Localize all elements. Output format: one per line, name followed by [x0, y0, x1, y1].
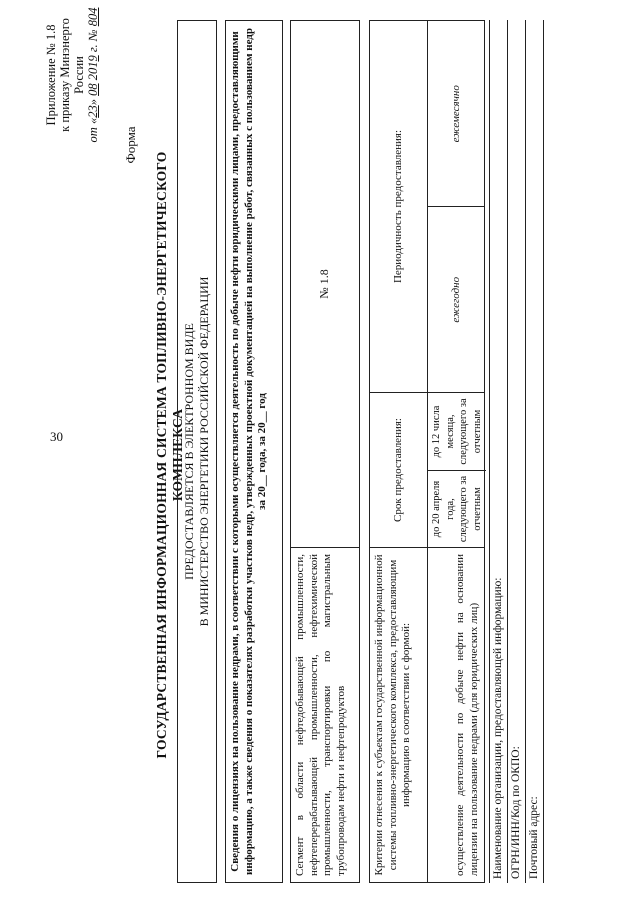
- page-number: 30: [50, 429, 63, 444]
- deadline-cells: [428, 392, 485, 547]
- system-title: ГОСУДАРСТВЕННАЯ ИНФОРМАЦИОННАЯ СИСТЕМА ТОПЛИВНО-ЭНЕРГЕТИЧЕСКОГО КОМПЛЕКСА: [154, 151, 185, 759]
- criteria-header: Критерии отнесения к субъектам государственной информационной системы топливно-энергетического комплекса, предоставляющим информацию в соответствии с формой:: [370, 547, 428, 882]
- segment-text: Сегмент в области нефтедобывающей промышленности, нефтеперерабатывающей промышленности, нефтехимической промышленности, транспортировки по магистральным трубопроводам нефти и нефтепродуктов: [291, 547, 359, 882]
- date-year-prefix: 201: [86, 61, 100, 81]
- period-header: Периодичность предоставления:: [370, 21, 428, 392]
- segment-table: [290, 20, 360, 883]
- period-annual: ежегодно: [428, 207, 485, 393]
- period-monthly: ежемесячно: [449, 85, 462, 143]
- electronic-line2: В МИНИСТЕРСТВО ЭНЕРГЕТИКИ РОССИЙСКОЙ ФЕДЕРАЦИИ: [197, 276, 211, 627]
- appendix-header: [44, 5, 100, 145]
- org-address-label: Почтовый адрес:: [528, 796, 540, 879]
- period-cells: [428, 21, 485, 392]
- order-number: 804: [86, 7, 100, 27]
- deadline-annual: до 20 апреля года, следующего за отчетным: [428, 470, 486, 547]
- electronic-notice: [177, 20, 217, 883]
- form-number: № 1.8: [317, 269, 332, 299]
- deadline-monthly: до 12 числа месяца, следующего за отчетным: [431, 398, 483, 465]
- criteria-table: [369, 20, 485, 883]
- org-name-row: [489, 20, 508, 883]
- date-month: 08: [86, 83, 100, 96]
- date-year-digit: 9: [86, 55, 100, 62]
- appendix-line2: к приказу Минэнерго России: [58, 18, 86, 132]
- deadline-header: Срок предоставления:: [370, 392, 428, 547]
- criterion-text: осуществление деятельности по добыче нефти на основании лицензии на пользование недрами (для юридических лиц): [428, 547, 485, 882]
- appendix-line1: Приложение № 1.8: [44, 24, 58, 126]
- report-title: Сведения о лицензиях на пользование недрами, в соответствии с которыми осуществляется деятельность по добыче нефти юридическими лицами, предоставляющими информацию, а также сведения о показателях разработки участков недр, утвержденных проектной документацией на выполнение работ, связанных с пользованием недр за 20__ года, за 20__ год: [225, 20, 283, 883]
- org-ogrn-row: [508, 20, 526, 883]
- date-day: 23: [86, 105, 100, 118]
- org-ogrn-label: ОГРН/ИНН/Код по ОКПО:: [510, 746, 522, 879]
- organization-table: [489, 20, 593, 883]
- appendix-date-line: [86, 5, 100, 145]
- date-prefix: от «: [86, 117, 100, 143]
- org-address-row: [526, 20, 544, 883]
- date-mid: »: [86, 99, 100, 106]
- electronic-line1: ПРЕДОСТАВЛЯЕТСЯ В ЭЛЕКТРОННОМ ВИДЕ: [182, 323, 196, 580]
- form-label: Форма: [123, 126, 138, 164]
- number-prefix: г. №: [86, 26, 100, 56]
- org-name-label: Наименование организации, предоставляющей информацию:: [492, 577, 504, 879]
